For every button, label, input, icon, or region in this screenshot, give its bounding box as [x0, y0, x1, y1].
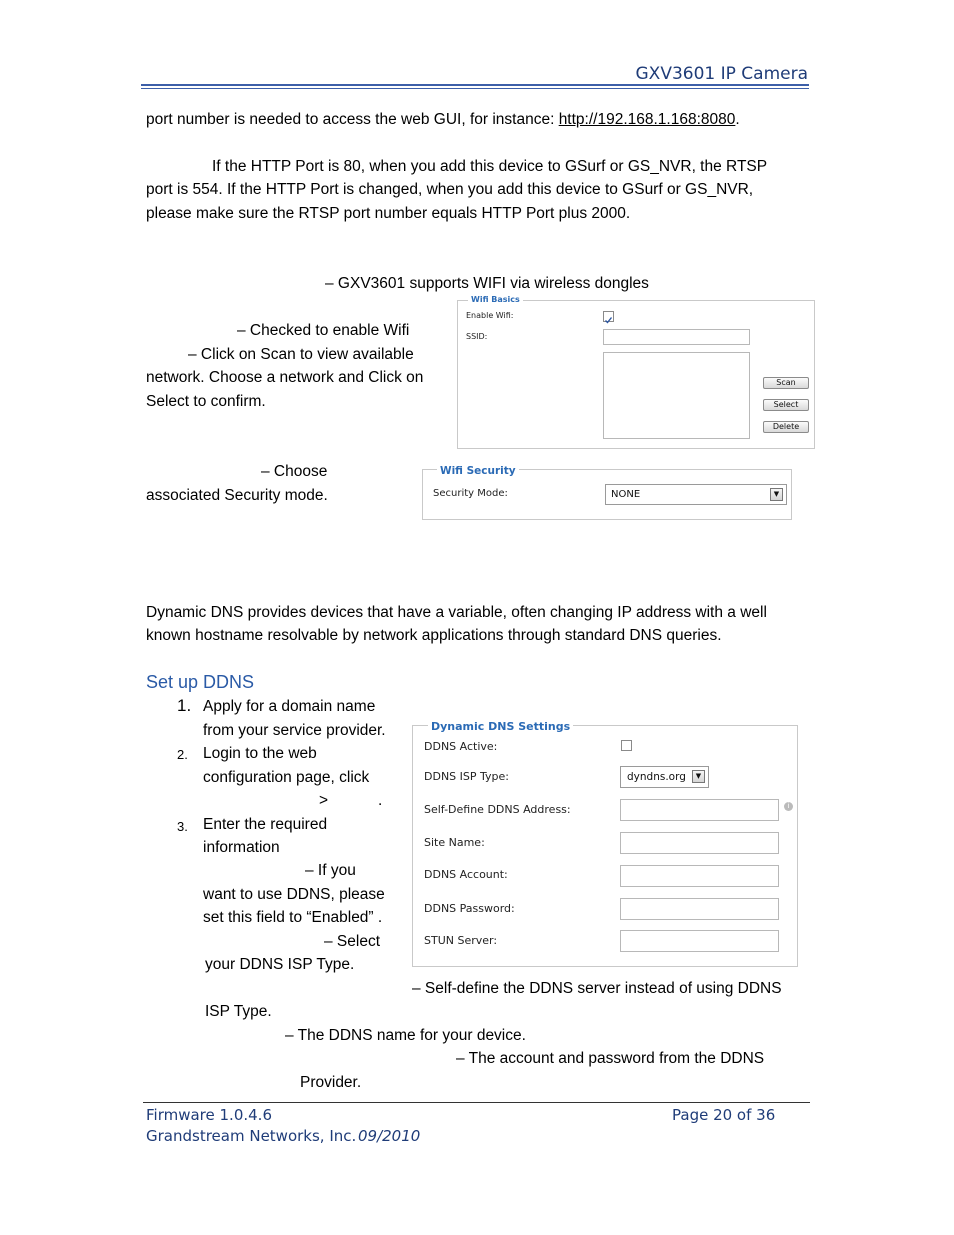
ssid-label: SSID:: [466, 332, 488, 341]
security-desc-line-1: – Choose: [261, 463, 328, 480]
step-1-line-2: from your service provider.: [203, 722, 386, 739]
ddns-isp-type-label: DDNS ISP Type:: [424, 770, 509, 783]
intro-paragraph: [146, 111, 740, 129]
site-name-input[interactable]: [620, 832, 779, 854]
footer-firmware: Firmware 1.0.4.6: [146, 1106, 272, 1124]
ddns-isp-type-select[interactable]: [620, 766, 709, 788]
wifi-intro: – GXV3601 supports WIFI via wireless dongles: [325, 275, 649, 292]
wifi-basics-legend: Wifi Basics: [468, 295, 523, 305]
scan-button[interactable]: Scan: [763, 377, 809, 389]
footer-date: 09/2010: [358, 1127, 421, 1145]
note-line-3: please make sure the RTSP port number equals HTTP Port plus 2000.: [146, 205, 631, 222]
footer-company: Grandstream Networks, Inc.: [146, 1127, 357, 1145]
wifi-security-panel: [422, 465, 792, 520]
self-define-address-label: Self-Define DDNS Address:: [424, 803, 571, 816]
step-3-line-4: want to use DDNS, please: [203, 886, 385, 903]
security-mode-select[interactable]: [605, 484, 787, 505]
delete-button[interactable]: Delete: [763, 421, 809, 433]
step-2-number: 2.: [177, 747, 188, 762]
step-1-line-1: Apply for a domain name: [203, 698, 376, 715]
step-3-line-5: set this field to “Enabled” .: [203, 909, 383, 926]
header-rule: [141, 84, 809, 86]
wifi-desc-line-3: network. Choose a network and Click on: [146, 369, 424, 386]
ssid-input[interactable]: [603, 329, 750, 345]
step-3-line-3: – If you: [305, 862, 356, 879]
setup-ddns-heading: Set up DDNS: [146, 672, 255, 692]
info-icon[interactable]: i: [784, 802, 793, 811]
ddns-settings-legend: Dynamic DNS Settings: [428, 720, 573, 733]
self-define-desc-line-2: ISP Type.: [205, 1003, 272, 1020]
intro-period: .: [735, 111, 740, 128]
ddns-isp-type-value: dyndns.org: [627, 771, 686, 783]
network-list[interactable]: [603, 352, 750, 439]
step-2-line-1: Login to the web: [203, 745, 317, 762]
dropdown-arrow-icon[interactable]: ▼: [770, 488, 783, 501]
security-desc-line-2: associated Security mode.: [146, 487, 328, 504]
step-2-line-2: configuration page, click: [203, 769, 370, 786]
ddns-password-label: DDNS Password:: [424, 902, 515, 915]
site-name-desc: – The DDNS name for your device.: [285, 1027, 526, 1044]
account-desc-line-1: – The account and password from the DDNS: [456, 1050, 765, 1067]
ddns-password-input[interactable]: [620, 898, 779, 920]
step-3-line-7: your DDNS ISP Type.: [205, 956, 355, 973]
security-mode-value: NONE: [611, 489, 641, 500]
note-line-2: port is 554. If the HTTP Port is changed, when you add this device to GSurf or GS_NVR,: [146, 181, 754, 198]
intro-text: port number is needed to access the web GUI, for instance:: [146, 111, 559, 128]
ddns-active-label: DDNS Active:: [424, 740, 498, 753]
stun-server-label: STUN Server:: [424, 934, 498, 947]
step-1-number: 1.: [177, 696, 192, 715]
ddns-intro-line-1: Dynamic DNS provides devices that have a variable, often changing IP address with a well: [146, 604, 767, 621]
wifi-desc-line-4: Select to confirm.: [146, 393, 266, 410]
self-define-address-input[interactable]: [620, 799, 779, 821]
example-url-link[interactable]: http://192.168.1.168:8080: [558, 111, 736, 128]
ddns-account-input[interactable]: [620, 865, 779, 887]
ddns-account-label: DDNS Account:: [424, 868, 508, 881]
step-3-number: 3.: [177, 819, 188, 834]
step-3-line-1: Enter the required: [203, 816, 328, 833]
self-define-desc-line-1: – Self-define the DDNS server instead of using DDNS: [412, 980, 782, 997]
ddns-settings-panel: [412, 720, 798, 967]
select-button[interactable]: Select: [763, 399, 809, 411]
dropdown-arrow-icon[interactable]: ▼: [692, 770, 705, 783]
step-2-arrow: >: [319, 792, 329, 809]
site-name-label: Site Name:: [424, 836, 485, 849]
document-header-title: GXV3601 IP Camera: [635, 64, 808, 84]
ddns-intro-line-2: known hostname resolvable by network applications through standard DNS queries.: [146, 627, 722, 644]
check-icon: [604, 316, 613, 325]
wifi-security-legend: Wifi Security: [437, 465, 519, 477]
ddns-active-checkbox[interactable]: [621, 740, 632, 751]
step-3-line-2: information: [203, 839, 280, 856]
stun-server-input[interactable]: [620, 930, 779, 952]
wifi-desc-line-1: – Checked to enable Wifi: [237, 322, 410, 339]
header-rule-thin: [141, 88, 809, 89]
enable-wifi-label: Enable Wifi:: [466, 311, 514, 320]
account-desc-line-2: Provider.: [300, 1074, 362, 1091]
enable-wifi-checkbox[interactable]: [603, 311, 614, 322]
wifi-desc-line-2: – Click on Scan to view available: [188, 346, 414, 363]
note-line-1: If the HTTP Port is 80, when you add this device to GSurf or GS_NVR, the RTSP: [212, 158, 768, 175]
step-3-line-6: – Select: [324, 933, 381, 950]
wifi-basics-panel: [457, 295, 815, 449]
step-2-period: .: [378, 792, 383, 809]
security-mode-label: Security Mode:: [433, 488, 508, 499]
footer-rule: [143, 1102, 810, 1103]
footer-page-number: Page 20 of 36: [672, 1106, 776, 1124]
